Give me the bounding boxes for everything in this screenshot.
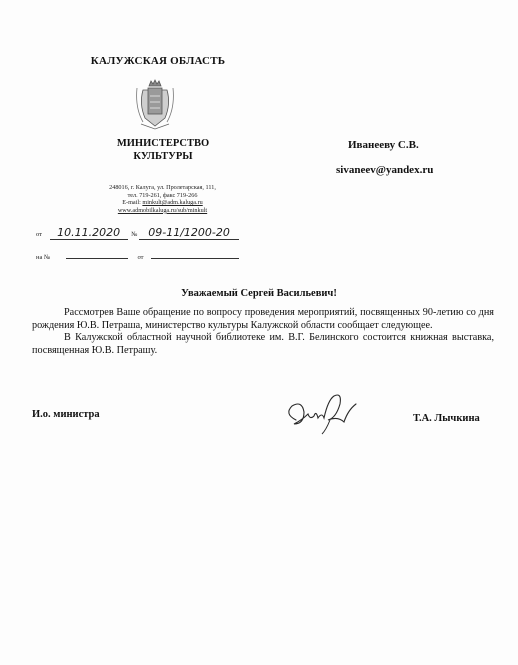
- email-label: E-mail:: [122, 199, 143, 207]
- address-block: [80, 184, 245, 214]
- email-line: [80, 199, 245, 207]
- ref-number-blank: [66, 251, 128, 259]
- website-link[interactable]: www.admobilkaluga.ru/sub/minkult: [117, 206, 208, 214]
- handwritten-signature-icon: [282, 390, 364, 435]
- address-line-1: 248016, г. Калуга, ул. Пролетарская, 111,: [109, 184, 216, 191]
- reference-line: [36, 251, 239, 261]
- paragraph-1: Рассмотрев Ваше обращение по вопросу проведения мероприятий, посвященных 90-летию со дня рождения Ю.В. Петраша, министерство культуры Калужской области сообщает следующее.: [32, 307, 494, 331]
- paragraph-2: В Калужской областной научной библиотеке им. В.Г. Белинского состоится книжная выставка, посвященная Ю.В. Петрашу.: [32, 332, 494, 356]
- registration-date: 10.11.2020: [50, 226, 128, 240]
- ref-from-label: от: [137, 254, 144, 261]
- signatory-name: Т.А. Лычкина: [413, 413, 480, 424]
- ministry-line-1: МИНИСТЕРСТВО: [116, 138, 210, 149]
- registration-line: [36, 226, 239, 240]
- recipient-email: sivaneev@yandex.ru: [336, 164, 434, 176]
- region-title: КАЛУЖСКАЯ ОБЛАСТЬ: [90, 55, 226, 67]
- registration-number: 09-11/1200-20: [139, 226, 239, 240]
- ref-label: на №: [36, 254, 51, 261]
- letter-body: [32, 307, 494, 357]
- salutation: Уважаемый Сергей Васильевич!: [181, 288, 337, 299]
- recipient-name: Иванееву С.В.: [348, 139, 419, 151]
- coat-of-arms-icon: [135, 78, 175, 130]
- number-label: №: [131, 231, 138, 238]
- ministry-name: [88, 137, 238, 163]
- ministry-email-link[interactable]: minkult@adm.kaluga.ru: [142, 199, 203, 207]
- ministry-line-2: КУЛЬТУРЫ: [133, 151, 193, 162]
- signatory-position: И.о. министра: [32, 409, 100, 420]
- from-label: от: [36, 231, 43, 238]
- ref-date-blank: [151, 251, 239, 259]
- address-line-2: тел. 719-261, факс 719-266: [127, 191, 198, 199]
